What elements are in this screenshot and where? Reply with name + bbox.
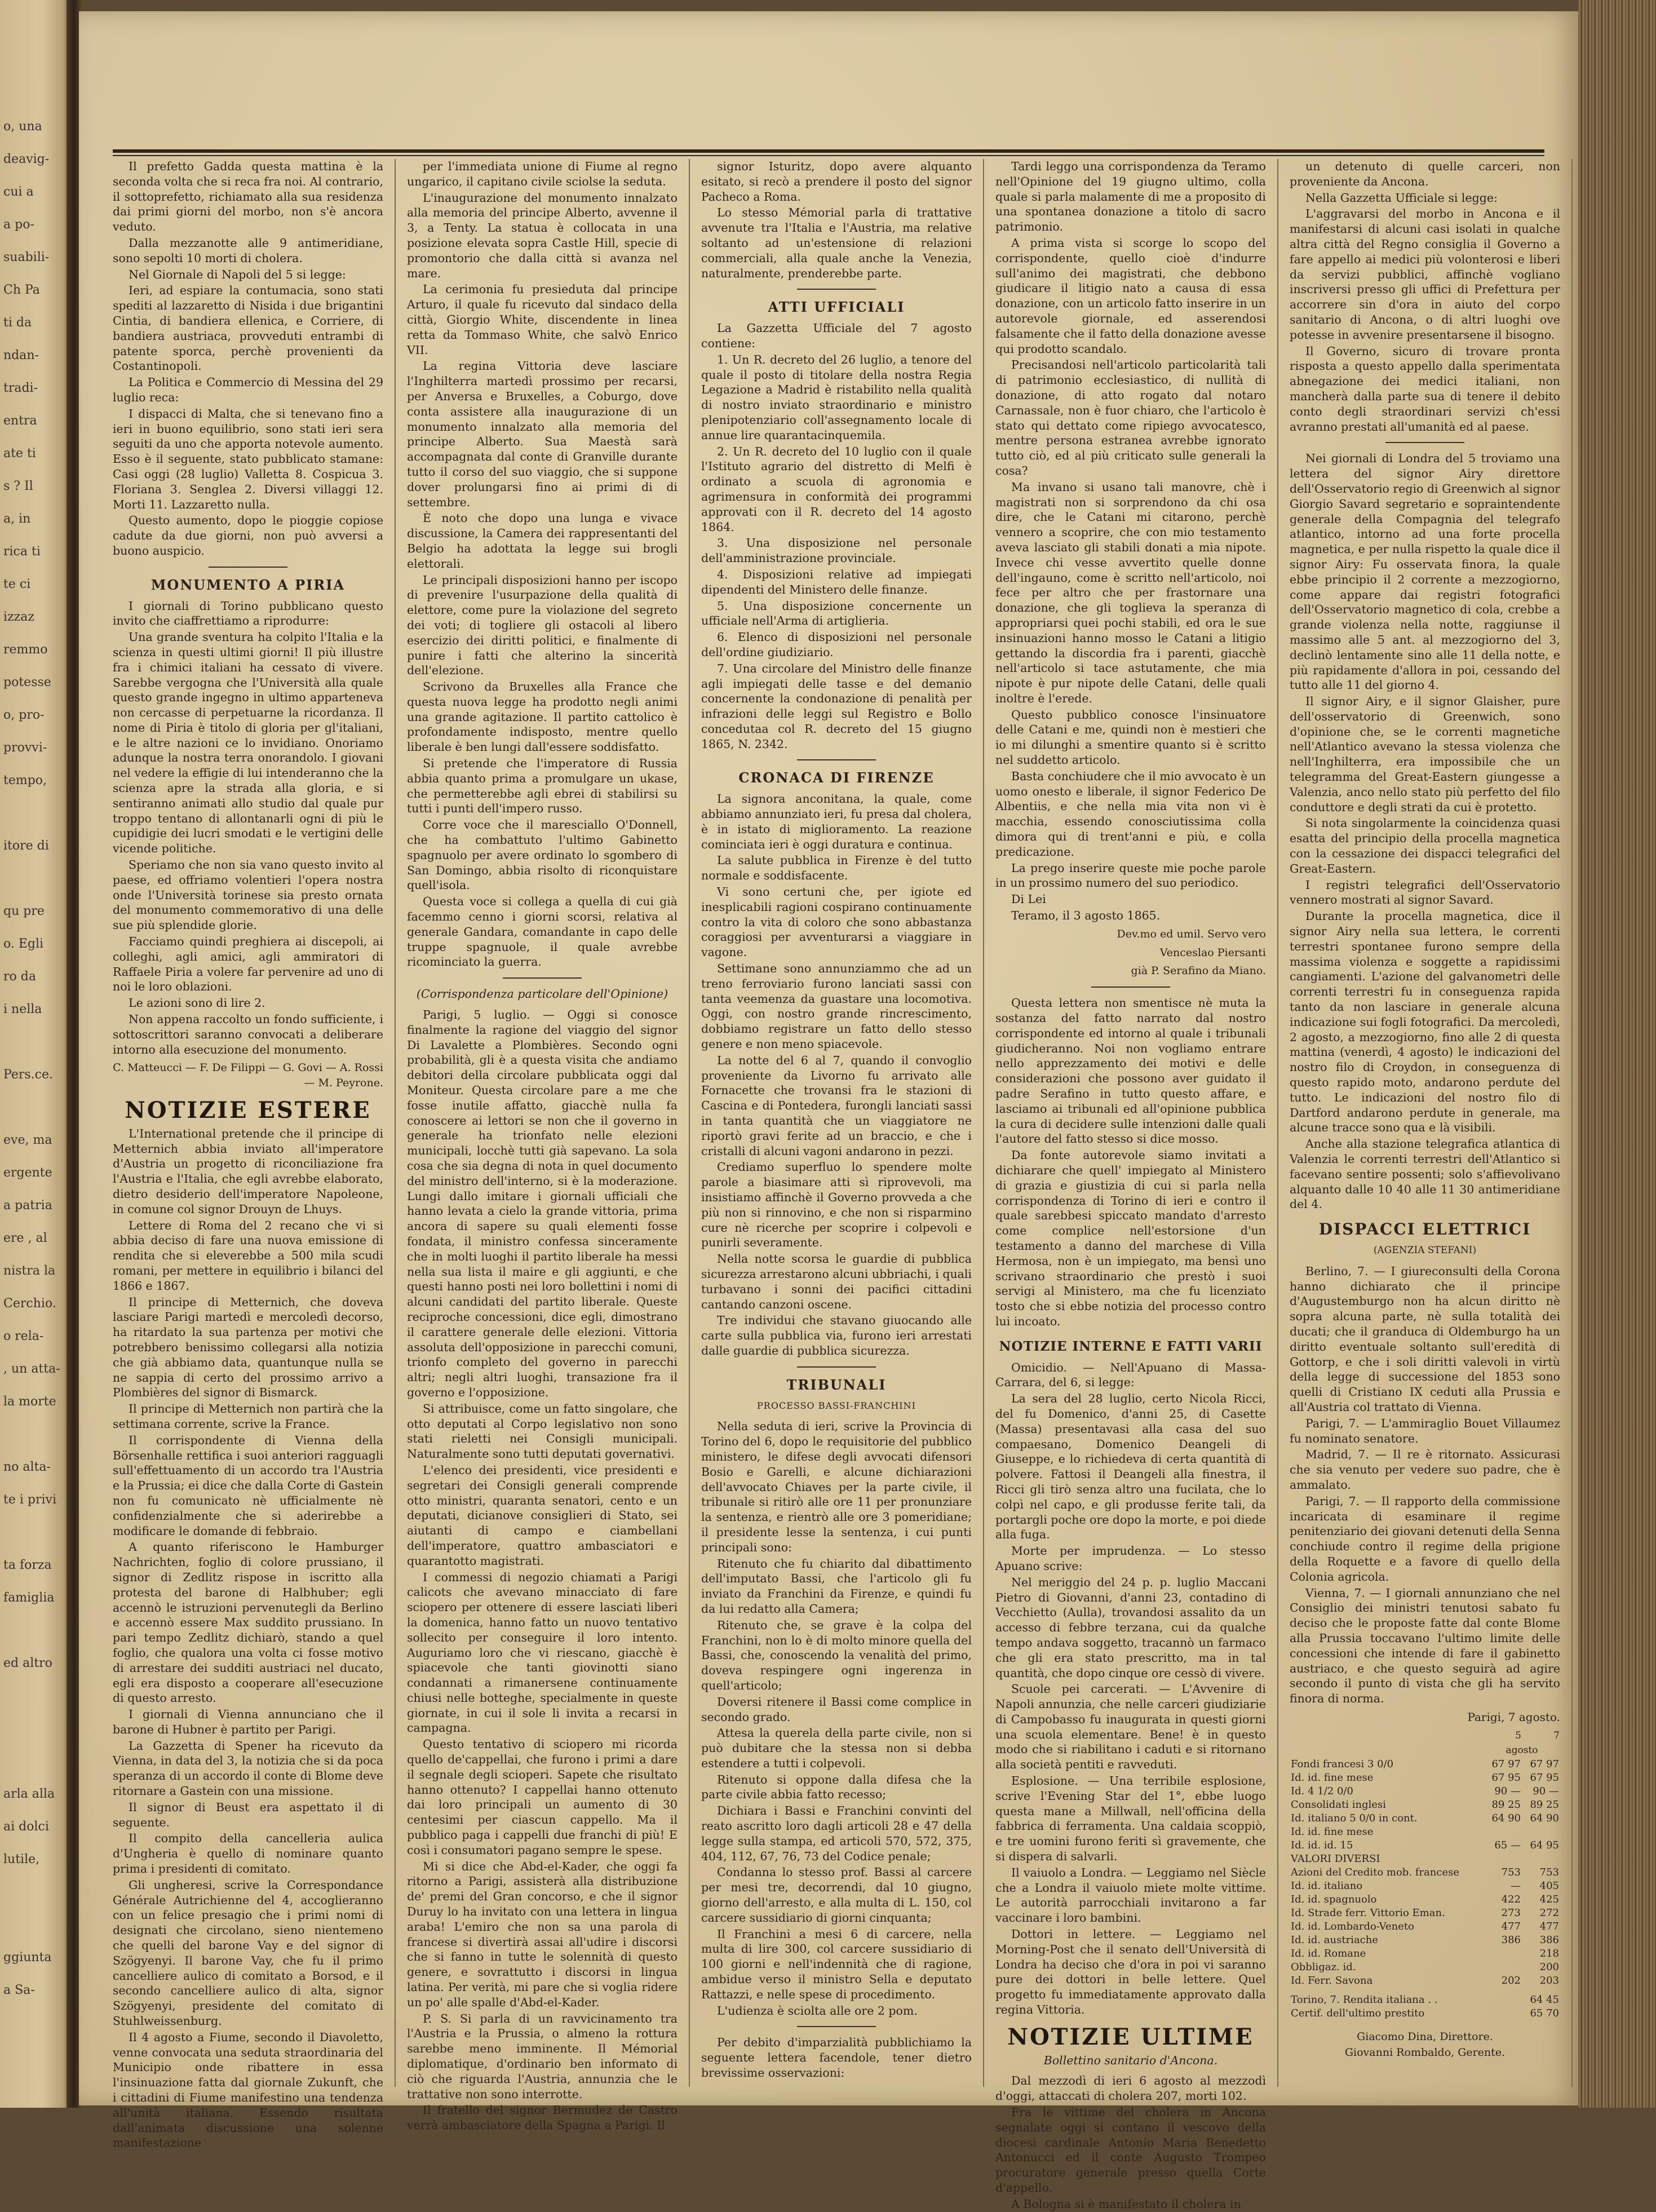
table-cell-value-5: 753: [1501, 1866, 1521, 1878]
paragraph: Il Governo, sicuro di trovare pronta risposta a questo appello dalla sperimentata abnegazione dei medici italiani, non mancherà dalla parte sua di tenere il debito conto degli straordinari servizi ch'essi avranno prestati all'umanità ed al paese.: [1290, 344, 1560, 433]
table-cell-value-7: 272: [1539, 1906, 1559, 1919]
left-page-fragment: famiglia: [3, 1591, 55, 1605]
table-header-cell: [1290, 1728, 1484, 1743]
manager-credit: Giovanni Rombaldo, Gerente.: [1344, 2046, 1506, 2059]
table-cell: 65 70: [1530, 2007, 1559, 2019]
left-page-fragment: Ch Pa: [3, 283, 40, 297]
paragraph: Lo stesso Mémorial parla di trattative avvenute tra l'Italia e l'Austria, ma relative soltanto ad un'estensione di relazioni commerciali, alla quale anche la Venezia, naturalmente, prenderebbe parte.: [701, 206, 972, 280]
table-cell: Certif. dell'ultimo prestito: [1291, 2007, 1425, 2019]
paragraph: Tardi leggo una corrispondenza da Teramo nell'Opinione del 19 giugno ultimo, colla quale si parla malamente di me a proposito di una spontanea donazione a titolo di sacro patrimonio.: [995, 160, 1266, 234]
paragraph: Tre individui che stavano giuocando alle carte sulla pubblica via, furono ieri arrestati dalle guardie di pubblica sicurezza.: [701, 1313, 972, 1357]
paragraph: Questa voce si collega a quella di cui già facemmo cenno i giorni scorsi, relativa al generale Gandara, comandante in capo delle truppe spagnuole, il quale avrebbe ricominciato la guerra.: [407, 895, 678, 969]
paragraph: 4. Disposizioni relative ad impiegati dipendenti del Ministero delle finanze.: [701, 567, 972, 596]
paragraph: I giornali di Vienna annunciano che il barone di Hubner è partito per Parigi.: [113, 1707, 383, 1736]
paragraph: P. S. Si parla di un ravvicinamento tra l'Austria e la Prussia, o almeno la rottura sarebbe meno imminente. Il Mémorial diplomatique, d'ordinario ben informato di ciò che riguarda l'Austria, annunzia che le trattative non sono interrotte.: [407, 2011, 678, 2101]
paragraph: A prima vista si scorge lo scopo del corrispondente, quello cioè d'indurre sull'animo dei magistrati, che debbono giudicare il litigio nato a causa di essa donazione, con un articolo fatto inserire in un autorevole giornale, ed asserendosi falsamente che il fatto della donazione avesse qui prodotto scandalo.: [995, 236, 1266, 356]
left-page-fragment: te i privi: [3, 1493, 56, 1507]
correspondence-heading: (Corrispondenza particolare dell'Opinione): [416, 987, 668, 1001]
table-row: [1290, 1961, 1560, 1974]
paragraph: signor Isturitz, dopo avere alquanto esitato, si recò a prendere il posto del signor Pacheco a Roma.: [701, 160, 972, 203]
table-cell-label: Id. id. Lombardo-Veneto: [1291, 1920, 1414, 1932]
table-cell-label: Id. id. fine mese: [1291, 1825, 1374, 1838]
paragraph: Omicidio. — Nell'Apuano di Massa-Carrara, del 6, si legge:: [995, 1360, 1266, 1390]
paragraph: Non appena raccolto un fondo sufficiente, i sottoscrittori saranno convocati a deliberare intorno alla esecuzione del monumento.: [113, 1012, 383, 1056]
paragraph: Vi sono certuni che, per igiote ed inesplicabili ragioni cospirano continuamente contro la vita di coloro che sono abbastanza coraggiosi per avventurarsi a viaggiare in vagone.: [701, 885, 972, 959]
table-row: [1290, 1825, 1560, 1839]
table-cell-value-5: [1484, 1852, 1522, 1866]
table-cell-value-7: 386: [1539, 1934, 1559, 1946]
table-row: [1290, 1947, 1560, 1961]
bourse-heading: Parigi, 7 agosto.: [1467, 1710, 1560, 1724]
left-page-fragment: o rela-: [3, 1329, 44, 1343]
paragraph: Vienna, 7. — I giornali annunziano che nel Consiglio dei ministri tenutosi sabato fu deciso che le proposte fatte dal conte Blome alla Prussia toccavano l'ultimo limite delle concessioni che intende di fare il gabinetto austriaco, e che questo seguirà ad agire secondo il punto di vista che gli ha servito finora di norma.: [1290, 1586, 1560, 1706]
table-cell-value-5: 89 25: [1491, 1798, 1521, 1811]
paragraph: Dichiara i Bassi e Franchini convinti del reato ascritto loro dagli articoli 28 e 47 della legge sulla stampa, ed articoli 570, 572, 375, 404, 112, 67, 76, 73 del Codice penale;: [701, 1804, 972, 1863]
paragraph: 6. Elenco di disposizioni nel personale dell'ordine giudiziario.: [701, 630, 972, 659]
paragraph: La prego inserire queste mie poche parole in un prossimo numero del suo periodico.: [995, 861, 1266, 890]
left-page-fragment: izzaz: [3, 610, 34, 624]
paragraph: La Politica e Commercio di Messina del 29 luglio reca:: [113, 375, 383, 404]
paragraph: Dalla mezzanotte alle 9 antimeridiane, sono sepolti 10 morti di cholera.: [113, 236, 383, 265]
paragraph: Per debito d'imparzialità pubblichiamo la seguente lettera facendole, tener dietro brevissime osservazioni:: [701, 2036, 972, 2080]
left-page-fragment: ai dolci: [3, 1820, 49, 1834]
left-page-fragment: o, una: [3, 120, 42, 134]
left-page-fragment: ed altro: [3, 1656, 52, 1670]
table-cell-label: VALORI DIVERSI: [1291, 1852, 1380, 1865]
left-page-fragment: ergente: [3, 1166, 52, 1180]
table-cell-value-5: 422: [1501, 1893, 1521, 1905]
table-cell-value-5: [1484, 1961, 1522, 1974]
signature-line: Dev.mo ed umil. Servo vero: [1117, 927, 1266, 940]
paragraph: I dispacci di Malta, che si tenevano fino a ieri in buono equilibrio, sono stati ieri sera seguiti da uno che apporta notevole aumento. Esso è il seguente, stato pubblicato stamane: Casi oggi (28 luglio) Valletta 8. Cospicua 3. Floriana 3. Senglea 2. Diversi villaggi 12. Morti 11. Lazzaretto nulla.: [113, 406, 383, 511]
paragraph: Berlino, 7. — I giureconsulti della Corona hanno dichiarato che il principe d'Augustemburgo non ha alcun diritto nè sopra alcuna parte, nè sulla totalità dei ducati; che il granduca di Oldemburgo ha un diritto eventuale soltanto sull'eredità di Gottorp, e che i soli diritti valevoli in virtù della legge di successione del 1853 sono quelli di Cristiano IX ceduti alla Prussia e all'Austria col trattato di Vienna.: [1290, 1264, 1560, 1414]
left-page-fragment: entra: [3, 414, 37, 428]
table-cell-value-7: 67 95: [1530, 1771, 1559, 1784]
table-cell-label: Id. 4 1/2 0/0: [1291, 1785, 1353, 1797]
paragraph: 5. Una disposizione concernente un ufficiale nell'Arma di artiglieria.: [701, 599, 972, 628]
table-header-cell: 5: [1515, 1729, 1521, 1741]
table-cell-value-7: 425: [1539, 1893, 1559, 1905]
paragraph: Si pretende che l'imperatore di Russia abbia quanto prima a promulgare un ukase, che permetterebbe agli ebrei di stabilirsi su tutti i punti dell'impero russo.: [407, 756, 678, 816]
table-cell-value-7: 67 97: [1530, 1758, 1559, 1770]
paragraph: La signora anconitana, la quale, come abbiamo annunziato ieri, fu presa dal cholera, è in istato di miglioramento. La reazione cominciata ieri è oggi duratura e continua.: [701, 792, 972, 851]
paragraph: La notte del 6 al 7, quando il convoglio proveniente da Livorno fu arrivato alle Fornacette che trovansi fra le stazioni di Cascina e di Pontedera, furongli lanciati sassi in tanta quantità che un viaggiatore ne riportò gravi ferite ad un braccio, e che i cristalli di alcuni vagoni andarono in pezzi.: [701, 1053, 972, 1158]
left-page-fragment: arla alla: [3, 1787, 55, 1801]
table-cell-value-7: 64 95: [1530, 1839, 1559, 1851]
table-cell-label: Obbligaz. id.: [1291, 1961, 1356, 1973]
paragraph: Il fratello del signor Bermudez de Castro verrà ambasciatore della Spagna a Parigi. Il: [407, 2103, 678, 2133]
left-page-fragment: cui a: [3, 185, 34, 199]
separator: [209, 567, 287, 568]
signature-note: già P. Serafino da Miano.: [1131, 965, 1266, 977]
paragraph: A quanto riferiscono le Hamburger Nachrichten, foglio di colore prussiano, il signor di Zedlitz rispose in iscritto alla protesta del barone di Halbhuber; egli accennò le istruzioni pervenutegli da Berlino e accennò essere Max suddito prussiano. In pari tempo Zedlitz dichiarò, stando a quel foglio, che qualora una volta ci fosse motivo di arrestare dei sudditi austriaci nel ducato, egli era disposto a cooperare all'esecuzione di questo arresto.: [113, 1540, 383, 1705]
paragraph: Ritenuto che fu chiarito dal dibattimento dell'imputato Bassi, che l'articolo gli fu inviato da Franchini da Firenze, e quindi fu da lui redatto alla Camera;: [701, 1556, 972, 1616]
paragraph: La cerimonia fu presieduta dal principe Arturo, il quale fu ricevuto dal sindaco della città, Giorgio White, discendente in linea retta da Tommaso White, che salvò Enrico VII.: [407, 282, 678, 357]
section-heading: MONUMENTO A PIRIA: [150, 576, 346, 593]
paragraph: Una grande sventura ha colpito l'Italia e la scienza in questi ultimi giorni! Il più illustre fra i chimici italiani ha cessato di vivere. Sarebbe vergogna che l'Università alla quale questo grande ingegno in ultimo apparteneva non cercasse di perpetuarne la ricordanza. Il nome di Piria è titolo di gloria per gl'italiani, e le altre nazioni ce lo invidiano. Onoriamo adunque la nostra terra onorandolo. I giovani nel vedere la effigie di lui intenderanno che la scienza apre la strada alla gloria, e si sentiranno animati allo studio dal quale pur troppo tentano di allontanarli ogni di più le cupidigie dei lucri smodati e le vertigini delle vicende politiche.: [113, 630, 383, 856]
table-cell-value-7: 218: [1539, 1947, 1559, 1959]
paragraph: Ma invano si usano tali manovre, chè i magistrati non si sorprendono da chi osa dire, che le Catani mi citarono, perchè vennero a scoprire, che con mio testamento aveva lasciato gli stabili donati a mia nipote. Invece chi vesse avvertito quelle donne dell'ingauno, come è scritto nell'articolo, noi fece per altro che per frastornare una donazione, che gli toglieva la speranza di appropriarsi quei pochi stabili, ed ora le sue insinuazioni hanno mosso le Catani a litigio gettando la discordia fra i parenti, giacchè nell'articolo si tace astutamente, che mia nipote è pur nipote delle Catani, delle quali inoltre è l'erede.: [995, 480, 1266, 705]
paragraph: Anche alla stazione telegrafica atlantica di Valenzia le correnti terrestri dell'Atlantico si facevano sentire possenti; solo s'affievolivano alquanto dalle 10 40 alle 11 30 antimeridiane del 4.: [1290, 1137, 1560, 1211]
left-page-fragment: o. Egli: [3, 937, 44, 951]
paragraph: La salute pubblica in Firenze è del tutto normale e soddisfacente.: [701, 853, 972, 883]
left-page-fragment: ta forza: [3, 1558, 52, 1572]
paragraph: Questo tentativo di sciopero mi ricorda quello de'cappellai, che furono i primi a dare il segnale degli scioperi. Sapete che risultato hanno ottenuto? I cappellai hanno ottenuto dai loro principali un aumento di 30 centesimi per ciascun cappello. Ma il pubblico paga i cappelli due franchi di più! E così i consumatori pagano sempre le spese.: [407, 1737, 678, 1857]
paragraph: Gli ungheresi, scrive la Correspondance Générale Autrichienne del 4, accoglieranno con un felice presagio che i primi nomi di designati che circolano, sieno nientemeno che quelli del barone Vay e del signor di Szögyenyi. Il barone Vay, che fu il primo cancelliere aulico di comitato a Borsod, e il secondo cancelliere aulico di alta, signor Szögyenyi, presidente del comitato di Stuhlweissenburg.: [113, 1878, 383, 2028]
paragraph: Questo aumento, dopo le pioggie copiose cadute da due giorni, non può avversi a buono auspicio.: [113, 514, 383, 558]
header-rule: [113, 149, 1544, 156]
paragraph: Precisandosi nell'articolo particolarità tali di patrimonio ecclesiastico, di nullità di donazione, di atto rogato dal notaro Carnassale, non è fuor chiaro, che l'articolo è stato qui dettato come ripiego avvocatesco, mentre persona estranea avrebbe ignorato tutto ciò, ed al più criticato sulle generali la cosa?: [995, 358, 1266, 477]
section-subheading: PROCESSO BASSI-FRANCHINI: [757, 1400, 916, 1411]
left-page-fragment: qu pre: [3, 904, 45, 918]
left-page-fragment: itore di: [3, 839, 49, 853]
table-cell-value-7: 200: [1539, 1961, 1559, 1973]
left-page-fragment: la morte: [3, 1395, 56, 1409]
paragraph: Durante la procella magnetica, dice il signor Airy nella sua lettera, le correnti terrestri spontanee furono sempre della massima violenza e soggette a rapidissimi cangiamenti. L'azione del galvanometri delle correnti terrestri fu in conseguenza rapida tanto da non lasciare in generale alcuna indicazione sui fogli fotografici. Da mercoledì, 2 agosto, a mezzogiorno, fino alle 2 di questa mattina (venerdì, 4 agosto) le indicazioni del nostro filo di Croydon, in conseguenza di questo rapido moto, andarono perdute del tutto. Le indicazioni del nostro filo di Dartford andarono perdute in generale, ma alcune tracce sono qua e là visibili.: [1290, 909, 1560, 1135]
section-heading: NOTIZIE INTERNE E FATTI VARII: [999, 1338, 1263, 1354]
paragraph: Di Lei: [1011, 892, 1046, 906]
left-page-fragment: s ? Il: [3, 479, 33, 493]
paragraph: Il 4 agosto a Fiume, secondo il Diavoletto, venne convocata una seduta straordinaria del Municipio onde ribattere in essa l'insinuazione fatta dal giornale Zukunft, che i cittadini di Fiume manifestino una tendenza all'unità italiana. Essendo risultata dall'animata discussione una solenne manifestazione: [113, 2030, 383, 2150]
table-header-cell: agosto: [1506, 1744, 1538, 1756]
paragraph: Lettere di Roma del 2 recano che vi si abbia deciso di fare una nuova emissione di rendita che si eleverebbe a 500 mila scudi romani, per mettere in equilibrio i bilanci del 1866 e 1867.: [113, 1218, 383, 1293]
paragraph: Il signor Airy, e il signor Glaisher, pure dell'osservatorio di Greenwich, sono d'opinione che, se le correnti magnetiche nell'Atlantico avevano la stessa violenza che nell'Inghilterra, era impossibile che un telegramma del Great-Eastern giungesse a Valenzia, anco nello stato più perfetto del filo conduttore e degli strati da cui è protetto.: [1290, 694, 1560, 814]
paragraph: 7. Una circolare del Ministro delle finanze agli impiegati delle tasse e del demanio concernente la condonazione di penalità per infrazioni delle leggi sul Registro e Bollo concedutaa col R. decreto del 15 giugno 1865, N. 2342.: [701, 661, 972, 751]
section-heading: TRIBUNALI: [786, 1376, 887, 1393]
paragraph: Nella notte scorsa le guardie di pubblica sicurezza arrestarono alcuni ubbriachi, i quali turbavano i sonni dei pacifici cittadini cantando canzoni oscene.: [701, 1252, 972, 1311]
table-cell-value-7: 203: [1539, 1974, 1559, 1987]
paragraph: I registri telegrafici dell'Osservatorio vennero mostrati al signor Savard.: [1290, 878, 1560, 907]
paragraph: Crediamo superfluo lo spendere molte parole a biasimare atti sì riprovevoli, ma insistiamo affinchè il Governo provveda a che più non si rinnovino, e che non si risparmino cure nè ricerche per scoprire i colpevoli e punirli severamente.: [701, 1160, 972, 1250]
section-title: NOTIZIE ULTIME: [1007, 2023, 1254, 2050]
separator: [797, 759, 876, 760]
left-page-fragment: a patria: [3, 1198, 52, 1213]
paragraph: L'aggravarsi del morbo in Ancona e il manifestarsi di alcuni casi isolati in qualche altra città del Regno consiglia il Governo a fare appello ai medici più volonterosi e liberi da servizi pubblici, affinchè vogliano inscriversi presso gli uffici di Prefettura per accorrere sin d'ora in aiuto del corpo sanitario di Ancona, o di altri luoghi ove potesse in avvenire presentarsene il bisogno.: [1290, 207, 1560, 342]
columns: [113, 159, 1561, 2211]
left-page-fragment: o, pro-: [3, 708, 45, 722]
table-cell-value-5: 202: [1501, 1974, 1521, 1987]
table-cell-value-5: 64 90: [1491, 1812, 1521, 1824]
paragraph: Nel Giornale di Napoli del 5 si legge:: [129, 267, 346, 281]
paragraph: Teramo, il 3 agosto 1865.: [1011, 909, 1161, 923]
paragraph: Ieri, ad espiare la contumacia, sono stati spediti al lazzaretto di Nisida i due brigantini Cintia, di bandiera ellenica, e Corriere, di bandiera austriaca, provveduti entrambi di patente sporca, perchè provenienti da Costantinopoli.: [113, 284, 383, 373]
table-row: [1290, 1920, 1560, 1934]
paragraph: Morte per imprudenza. — Lo stesso Apuano scrive:: [995, 1544, 1266, 1573]
paragraph: Basta conchiudere che il mio avvocato è un uomo onesto e liberale, il signor Federico De Albentiis, e che nella mia vita non vi è macchia, essendo conosciutissima colla dimora qui di trent'anni e più, e colla predicazione.: [995, 769, 1266, 859]
paragraph: Scrivono da Bruxelles alla France che questa nuova legge ha prodotto negli animi una grande agitazione. Il partito cattolico è profondamente indisposto, mentre quello liberale è ben lungi dall'essere soddisfatto.: [407, 680, 678, 754]
section-title: NOTIZIE ESTERE: [125, 1097, 371, 1124]
table-row: [1290, 2007, 1560, 2020]
paragraph: Parigi, 5 luglio. — Oggi si conosce finalmente la ragione del viaggio del signor Di Lavalette a Plombières. Secondo ogni probabilità, gli è a questa visita che andiamo debitori della circolare pubblicata oggi dal Moniteur. Questa circolare pare a me che fosse inutile affatto, giacchè nulla fa conoscere ai lettori se non che il governo in generale ha trionfato nelle elezioni municipali, locchè tutti già sapevano. La sola cosa che sia degna di nota in quel documento del ministro dell'interno, si è la moderazione. Lungi dallo imitare i giornali ufficiali che hanno levata a cielo la grande vittoria, prima ancora di sapere su quali elementi fosse fondata, il ministro confessa sinceramente che in molti luoghi il partito liberale ha messi nella sua lista il maire e gli aggiunti, e che questi hanno posti nei loro bollettini i nomi di alcuni candidati del partito liberale. Queste reciproche concessioni, dice egli, dimostrano il carattere generale delle elezioni. Vittoria assoluta dell'opposizione in parecchi comuni, trionfo completo del governo in parecchi altri; negli altri luoghi, transazione fra il governo e l'opposizione.: [407, 1008, 678, 1399]
left-page-fragment: provvi-: [3, 741, 47, 755]
table-header-row: [1290, 1728, 1560, 1743]
bourse-table: [1290, 1728, 1560, 1988]
left-page-fragment: rica ti: [3, 545, 41, 559]
paragraph: 3. Una disposizione nel personale dell'amministrazione provinciale.: [701, 536, 972, 565]
separator: [797, 1366, 876, 1368]
table-cell-value-7: 90 —: [1533, 1785, 1559, 1797]
left-page-fragment: lutile,: [3, 1852, 40, 1866]
paragraph: I giornali di Torino pubblicano questo invito che ciaffrettiamo a riprodurre:: [113, 599, 383, 628]
table-row: [1290, 1974, 1560, 1988]
paragraph: Madrid, 7. — Il re è ritornato. Assicurasi che sia venuto per vedere suo padre, che è ammalato.: [1290, 1448, 1560, 1492]
table-cell-value-7: 64 90: [1530, 1812, 1559, 1824]
table-row: [1290, 1934, 1560, 1947]
table-cell-label: Id. id. spagnuolo: [1291, 1893, 1377, 1905]
paragraph: Settimane sono annunziammo che ad un treno ferroviario furono lanciati sassi con tanta veemenza da guastare una locomotiva. Oggi, con nostro grande rincrescimento, dobbiamo registrare un fatto dello stesso genere e non meno spiacevole.: [701, 962, 972, 1051]
paragraph: Il compito della cancelleria aulica d'Ungheria è quello di nominare quanto prima i presidenti di comitato.: [113, 1831, 383, 1876]
paragraph: Fra le vittime del cholera in Ancona segnalate oggi si contano il vescovo della diocesi cardinale Antonio Maria Benedetto Antonucci ed il conte Augusto Trompeo procuratore generale presso quella Corte d'appello.: [995, 2105, 1266, 2195]
paragraph: La regina Vittoria deve lasciare l'Inghilterra martedì prossimo per recarsi, per Anversa e Bruxelles, a Coburgo, dove conta assistere alla inaugurazione di un monumento innalzato alla memoria del principe Alberto. Sua Maestà sarà accompagnata dal conte di Granville durante tutto il corso del suo viaggio, che si suppone dover prolungarsi fino ai primi di di settembre.: [407, 359, 678, 509]
table-row: [1290, 1839, 1560, 1852]
paragraph: La Gazzetta Ufficiale del 7 agosto contiene:: [701, 321, 972, 350]
table-cell-value-5: 386: [1501, 1934, 1521, 1946]
paragraph: Attesa la querela della parte civile, non si può dubitare che la stessa non si debba estendere a tutti i colpevoli.: [701, 1726, 972, 1770]
paragraph: Questa lettera non smentisce nè muta la sostanza del fatto narrato dal nostro corrispondente ed intorno al quale i tribunali giudicheranno. Noi non vogliamo entrare nello apprezzamento dei motivi e delle considerazioni che possono aver guidato il padre Serafino in tutto questo affare, e lasciamo ai tribunali ed all'opinione pubblica la cura di decidere sulle intenzioni dalle quali l'autore del fatto stesso si dice mosso.: [995, 996, 1266, 1146]
paragraph: Il principe di Metternich, che doveva lasciare Parigi martedì e mercoledì decorso, ha ritardato la sua partenza per motivi che potrebbero benissimo collegarsi alla notizia che già abbiamo data, quantunque nulla se ne sappia di certo del prossimo arrivo a Plombières del signor di Bismarck.: [113, 1295, 383, 1400]
left-page-edge: [0, 0, 70, 2108]
paragraph: Si attribuisce, come un fatto singolare, che otto deputati al Corpo legislativo non sono stati rieletti nei Consigli municipali. Naturalmente sono tutti deputati governativi.: [407, 1401, 678, 1461]
table-row: [1290, 1798, 1560, 1812]
left-page-fragment: nistra la: [3, 1264, 56, 1278]
table-cell-label: Azioni del Credito mob. francese: [1291, 1866, 1459, 1878]
table-cell-label: Id. italiano 5 0/0 in cont.: [1291, 1812, 1418, 1824]
section-heading: CRONACA DI FIRENZE: [738, 769, 935, 786]
paragraph: Il signor di Beust era aspettato il di seguente.: [113, 1800, 383, 1829]
newspaper-page: [79, 11, 1578, 2211]
left-page-fragment: Cerchio.: [3, 1297, 56, 1311]
paragraph: Esplosione. — Una terribile esplosione, scrive l'Evening Star del 1°, ebbe luogo questa mane a Millwall, nell'officina della fabbrica di ferramenta. Una caldaia scoppiò, e tre uomini furono feriti sì gravemente, che si dispera di salvarli.: [995, 1774, 1266, 1864]
table-cell-value-7: [1522, 1825, 1560, 1839]
paragraph: La sera del 28 luglio, certo Nicola Ricci, del fu Domenico, d'anni 25, di Casette (Massa) presentavasi alla casa del suo compaesano, Domenico Deangeli di Giuseppe, e lo richiedeva di certa quantità di polvere. Fattosi il Deangeli alla finestra, il Ricci gli tirò senza altro una fucilata, che lo colpì nel capo, e gli produsse ferite tali, da portargli poche ore dopo la morte, e poi diede alla fuga.: [995, 1392, 1266, 1542]
left-page-fragment: ate ti: [3, 446, 36, 461]
paragraph: Speriamo che non sia vano questo invito al paese, ed offriamo volentieri l'opera nostra onde l'Università torinese sia presto ornata del monumento commemorativo di una delle sue più splendide glorie.: [113, 858, 383, 932]
table-row: [1290, 1993, 1560, 2007]
table-row: [1290, 1771, 1560, 1785]
left-page-fragment: ro da: [3, 970, 36, 984]
table-cell-value-7: [1522, 1852, 1560, 1866]
paragraph: Facciamo quindi preghiera ai discepoli, ai colleghi, agli amici, agli ammiratori di Raffaele Piria a volere far pervenire ad uno di noi le loro oblazioni.: [113, 935, 383, 994]
paragraph: Il vaiuolo a Londra. — Leggiamo nel Siècle che a Londra il vaiuolo miete molte vittime. Le autorità parrocchiali invitarono a far vaccinare i loro bambini.: [995, 1865, 1266, 1925]
left-page-fragment: i nella: [3, 1002, 42, 1016]
paragraph: 2. Un R. decreto del 10 luglio con il quale l'Istituto agrario del distretto di Melfi è ordinato a scuola di agronomia e agrimensura in conformità dei programmi approvati con il R. decreto del 14 agosto 1864.: [701, 444, 972, 534]
left-page-fragment: ere , al: [3, 1231, 47, 1245]
paragraph: Parigi, 7. — L'ammiraglio Bouet Villaumez fu nominato senatore.: [1290, 1416, 1560, 1445]
paragraph: Si nota singolarmente la coincidenza quasi esatta del principio della procella magnetica con la cessazione dei dispacci telegrafici del Great-Eastern.: [1290, 816, 1560, 875]
paragraph: Dottori in lettere. — Leggiamo nel Morning-Post che il senato dell'Università di Londra ha deciso che d'ora in poi vi saranno pure dei dottori in belle lettere. Quel progetto fu immediatamente approvato dalla regina Vittoria.: [995, 1927, 1266, 2017]
paragraph: Le principali disposizioni hanno per iscopo di prevenire l'usurpazione della qualità di elettore, come pure la violazione del segreto dei voti; di togliere gli ostacoli al libero esercizio dei diritti politici, e finalmente di punire i fatti che alterino la sincerità dell'elezione.: [407, 573, 678, 678]
table-cell-label: Fondi francesi 3 0/0: [1291, 1758, 1394, 1770]
paragraph: L'udienza è sciolta alle ore 2 pom.: [717, 2003, 918, 2018]
left-page-fragment: Pers.ce.: [3, 1068, 53, 1082]
table-cell-label: Consolidati inglesi: [1291, 1798, 1387, 1811]
paragraph: I commessi di negozio chiamati a Parigi calicots che avevano minacciato di fare sciopero per ottenere di essere lasciati liberi la domenica, hanno fatto un nuovo tentativo sollecito per conseguire il loro intento. Auguriamo loro che vi riescano, giacchè è spiacevole che tanti giovinotti siano condannati a rimanersene continuamente chiusi nelle botteghe, specialmente in queste giornate, in cui il sole li invita a recarsi in campagna.: [407, 1570, 678, 1735]
left-page-fragment: ggiunta: [3, 1950, 52, 1965]
table-cell-label: Id. id. fine mese: [1291, 1771, 1374, 1784]
table-header-cell: 7: [1553, 1729, 1560, 1741]
table-cell: 64 45: [1530, 1993, 1559, 2006]
signatories: C. Matteucci — F. De Filippi — G. Govi — A. Rossi — M. Peyrone.: [113, 1061, 383, 1090]
column-5: [1290, 159, 1560, 2087]
left-page-fragment: remmo: [3, 643, 48, 657]
separator: [503, 977, 582, 979]
table-cell-label: Id. id. italiano: [1291, 1879, 1363, 1892]
left-page-fragment: te ci: [3, 577, 31, 591]
paragraph: Le azioni sono di lire 2.: [129, 996, 265, 1010]
paragraph: Condanna lo stesso prof. Bassi al carcere per mesi tre, decorrendi, dal 10 giugno, giorno dell'arresto, e alla multa di L. 150, col carcere sussidiario di giorni cinquanta;: [701, 1865, 972, 1925]
torino-table: [1290, 1993, 1560, 2020]
column-4: [995, 159, 1266, 2211]
paragraph: per l'immediata unione di Fiume al regno ungarico, il capitano civile sciolse la seduta.: [407, 160, 678, 188]
table-cell-label: Id. Ferr. Savona: [1291, 1974, 1373, 1987]
paragraph: Il prefetto Gadda questa mattina è la seconda volta che si reca fra noi. Al contrario, il sottoprefetto, richiamato alla sua residenza dai primi giorni del morbo, non s'è ancora veduto.: [113, 160, 383, 234]
paragraph: L'International pretende che il principe di Metternich abbia inviato all'imperatore d'Austria un progetto di riconciliazione fra l'Austria e l'Italia, che egli avrebbe elaborato, dietro desiderio dell'imperatore Napoleone, in comune col signor Drouyn de Lhuys.: [113, 1126, 383, 1216]
paragraph: L'elenco dei presidenti, vice presidenti e segretari dei Consigli generali comprende otto ministri, quaranta senatori, cento e un deputati, dicianove consiglieri di Stato, sei aiutanti di campo e ciambellani dell'imperatore, quattro ambasciatori e quarantotto magistrati.: [407, 1463, 678, 1568]
left-page-fragment: suabili-: [3, 250, 50, 264]
table-row: [1290, 1866, 1560, 1879]
table-row: [1290, 1785, 1560, 1798]
left-page-fragment: a po-: [3, 218, 34, 232]
paragraph: Il principe di Metternich non partirà che la settimana corrente, scrive la France.: [113, 1402, 383, 1431]
table-row: [1290, 1893, 1560, 1906]
paragraph: Ritenuto si oppone dalla difesa che la parte civile abbia fatto recesso;: [701, 1772, 972, 1802]
left-page-fragment: tempo,: [3, 773, 47, 788]
separator: [1091, 986, 1170, 988]
paragraph: Mi si dice che Abd-el-Kader, che oggi fa ritorno a Parigi, assisterà alla distribuzione de' premi del Gran concorso, e che il signor Duruy lo ha invitato con una lettera in lingua araba! L'emiro che non sa una parola di francese si divertirà assai all'udire i discorsi che si fanno in tutte le solennità di questo genere, e sovrattutto i discorsi in lingua latina. Per verità, mi pare che si voglia ridere un po' alle spalle d'Abd-el-Kader.: [407, 1859, 678, 2009]
table-cell-value-5: 67 97: [1491, 1758, 1521, 1770]
paragraph: Nei giornali di Londra del 5 troviamo una lettera del signor Airy direttore dell'Osservatorio regio di Greenwich al signor Giorgio Savard segretario e sopraintendente generale della Compagnia del telegrafo atlantico, intorno ad una forte procella magnetica, e per nulla rispetto la quale dice il signor Airy: Fu osservata finora, la quale ebbe principio il 2 corrente a mezzogiorno, come appare dai registri fotografici dell'Osservatorio magnetico di cola, crebbe a grande violenza nella notte, raggiunse il massimo alle 5 ant. al mezzogiorno del 3, declinò lentamente sino alle 11 della notte, e più rapidamente d'allora in poi, cessando del tutto alle 11 del giorno 4.: [1290, 452, 1560, 692]
paragraph: Il Franchini a mesi 6 di carcere, nella multa di lire 300, col carcere sussidiario di 100 giorni e nell'indennità che di ragione, ambidue verso il ministro Sella e deputato Rattazzi, e nelle spese di procedimento.: [701, 1927, 972, 2001]
paragraph: Scuole pei carcerati. — L'Avvenire di Napoli annunzia, che nelle carceri giudiziarie di Campobasso fu inaugurata in questi giorni una scuola elementare. Bene! è in questo modo che si riabilitano i caduti e si ritornano alla società pentiti e ravveduti.: [995, 1682, 1266, 1772]
table-cell-value-7: 405: [1539, 1879, 1559, 1892]
left-page-fragment: no alta-: [3, 1460, 51, 1474]
paragraph: Questo pubblico conosce l'insinuatore delle Catani e me, quindi non è mestieri che io mi dilunghi a smentire quanto si è scritto nel suddetto articolo.: [995, 707, 1266, 767]
section-subheading: (AGENZIA STEFANI): [1373, 1244, 1477, 1256]
table-cell-value-5: 67 95: [1491, 1771, 1521, 1784]
table-cell: Torino, 7. Rendita italiana . .: [1291, 1993, 1438, 2006]
page-stack-edges: [1578, 0, 1656, 2108]
paragraph: L'inaugurazione del monumento innalzato alla memoria del principe Alberto, avvenne il 3, a Tenty. La statua è collocata in una posizione elevata sopra Castle Hill, specie di promontorio che dalla città si avanza nel mare.: [407, 191, 678, 280]
paragraph: Il corrispondente di Vienna della Börsenhalle rettifica i suoi anteriori ragguagli sull'effettuamento di un accordo tra l'Austria e la Prussia; ei dice che dalla Corte di Gastein non fu comunicato nè ufficialmente nè confidenzialmente che si aderirebbe a modificare le domande di febbraio.: [113, 1433, 383, 1538]
left-page-fragment: a, in: [3, 512, 31, 526]
paragraph: Parigi, 7. — Il rapporto della commissione incaricata di esaminare il regime penitenziario dei giovani detenuti della Senna conchiude contro il regime della prigione della Roquette e a favore di quello della Colonia agricola.: [1290, 1494, 1560, 1583]
table-cell-value-5: 273: [1501, 1906, 1521, 1919]
table-cell-value-5: [1484, 1947, 1522, 1961]
column-2: [407, 159, 678, 2133]
left-page-fragment: , un atta-: [3, 1362, 60, 1376]
table-row: [1290, 1852, 1560, 1866]
signature-name: Venceslao Piersanti: [1159, 946, 1266, 959]
section-subheading: Bollettino sanitario d'Ancona.: [1043, 2053, 1218, 2067]
left-page-fragment: ti da: [3, 316, 32, 330]
table-row: [1290, 1812, 1560, 1825]
paragraph: Doversi ritenere il Bassi come complice in secondo grado.: [701, 1695, 972, 1724]
editor-credit: Giacomo Dina, Direttore.: [1357, 2030, 1493, 2043]
separator: [1385, 442, 1464, 443]
table-cell-label: Id. id. austriache: [1291, 1934, 1379, 1946]
paragraph: È noto che dopo una lunga e vivace discussione, la Camera dei rappresentanti del Belgio ha adottata la legge sui brogli elettorali.: [407, 511, 678, 570]
paragraph: Nella Gazzetta Ufficiale si legge:: [1305, 191, 1498, 205]
table-cell-label: Id. id. id. 15: [1291, 1839, 1353, 1851]
paragraph: Dal mezzodì di ieri 6 agosto al mezzodì d'oggi, attaccati di cholera 207, morti 102.: [995, 2074, 1266, 2103]
left-page-fragment: tradi-: [3, 381, 38, 395]
table-cell-value-7: 477: [1539, 1920, 1559, 1932]
table-cell-value-7: 753: [1539, 1866, 1559, 1878]
table-cell-value-5: [1484, 1825, 1522, 1839]
paragraph: Corre voce che il maresciallo O'Donnell, che ha combattuto l'ultimo Gabinetto spagnuolo per avere ordinato lo sgombero di San Domingo, abbia risolto di riconquistare quell'isola.: [407, 818, 678, 892]
table-cell-value-5: 65 —: [1494, 1839, 1521, 1851]
separator: [797, 2026, 876, 2027]
table-row: [1290, 1906, 1560, 1920]
left-page-fragment: a Sa-: [3, 1983, 35, 1997]
separator: [797, 289, 876, 290]
paragraph: un detenuto di quelle carceri, non proveniente da Ancona.: [1290, 160, 1560, 188]
paragraph: Ritenuto che, se grave è la colpa del Franchini, non lo è di molto minore quella del Bassi, che, conoscendo la venalità del primo, doveva respingere ogni ingerenza in quell'articolo;: [701, 1618, 972, 1692]
left-page-fragment: potesse: [3, 675, 51, 689]
table-header-cell: [1290, 1743, 1484, 1758]
table-cell-label: Id. id. Romane: [1291, 1947, 1366, 1959]
table-cell-label: Id. Strade ferr. Vittorio Eman.: [1291, 1906, 1445, 1919]
paragraph: Nel meriggio del 24 p. p. luglio Maccani Pietro di Giovanni, d'anni 23, contadino di Vecchietto (Aulla), trovandosi assalito da un accesso di febbre terzana, cui da qualche tempo andava soggetto, tracannò un farmaco che gli era stato prescritto, ma in tal quantità, che dopo cinque ore cessò di vivere.: [995, 1575, 1266, 1680]
paragraph: Da fonte autorevole siamo invitati a dichiarare che quell' impiegato al Ministero di grazia e giustizia di cui si parla nella corrispondenza di Torino di ieri e contro il quale sarebbesi spiccato mandato d'arresto come complice nell'estorsione d'un testamento a danno del marchese di Villa Hermosa, non è un impiegato, ma bensì uno scrivano straordinario che prestò i suoi servigi al Ministero, ma che fu licenziato tosto che si ebbe notizia del processo contro lui incoato.: [995, 1148, 1266, 1328]
paragraph: La Gazzetta di Spener ha ricevuto da Vienna, in data del 3, la notizia che si da poca speranza di un accordo il conte di Blome deve ritornare a Gastein con una missione.: [113, 1738, 383, 1798]
table-cell-value-5: 477: [1501, 1920, 1521, 1932]
column-3: [701, 159, 972, 2087]
section-title: DISPACCI ELETTRICI: [1318, 1220, 1531, 1239]
table-cell-value-7: 89 25: [1530, 1798, 1559, 1811]
paragraph: Nella seduta di ieri, scrive la Provincia di Torino del 6, dopo le requisitorie del pubblico ministero, le difese degli avvocati difensori Bosio e Garelli, e alcune dichiarazioni dell'avvocato Chiaves per la parte civile, il tribunale si ritirò alle ore 11 per pronunziare la sentenza, e rientrò alle ore 3 pomeridiane; il presidente lesse la sentenza, i cui punti principali sono:: [701, 1419, 972, 1554]
section-heading: ATTI UFFICIALI: [768, 299, 905, 316]
left-page-fragment: eve, ma: [3, 1133, 52, 1147]
table-row: [1290, 1879, 1560, 1893]
table-cell-value-5: —: [1511, 1879, 1521, 1892]
left-page-fragment: ndan-: [3, 348, 39, 362]
paragraph: 1. Un R. decreto del 26 luglio, a tenore del quale il posto di titolare della nostra Regia Legazione a Madrid è ristabilito nella qualità di nostro inviato straordinario e ministro plenipotenziario coll'assegnamento locale di annue lire quarantacinquemila.: [701, 352, 972, 442]
table-header-row: [1290, 1743, 1560, 1758]
table-row: [1290, 1758, 1560, 1771]
table-cell-value-5: 90 —: [1494, 1785, 1521, 1797]
paragraph: A Bologna si è manifestato il cholera in: [1011, 2197, 1241, 2211]
left-page-fragment: deavig-: [3, 152, 50, 166]
column-1: [113, 159, 383, 2150]
